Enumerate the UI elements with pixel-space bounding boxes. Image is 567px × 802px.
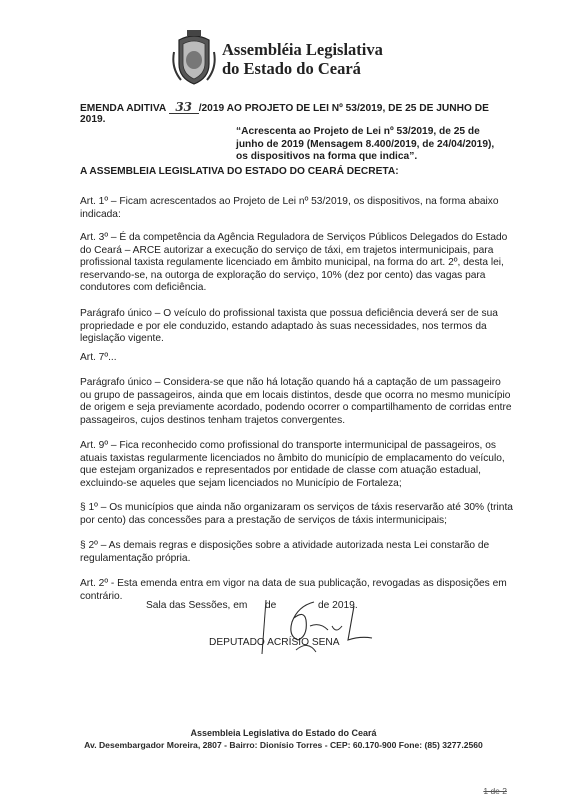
text-line: Art. 3º – É da competência da Agência Reguladora de Serviços Públicos Delegados do Estado [80,232,508,243]
text-line: que estejam organizados e representados por entidade de classe com atuação estadual, [80,465,481,477]
institution-name [222,40,383,78]
page-number: 1 de 2 [483,786,507,796]
article-9-paragraph-1 [80,502,513,527]
text-line: Art. 9º – Fica reconhecido como profissional do transporte intermunicipal de passageiros, os [80,440,496,451]
text-line: Art. 2º - Esta emenda entra em vigor na data de sua publicação, revogadas as disposições em [80,578,507,589]
text-line: regulamentação própria. [80,552,191,564]
signer-name: DEPUTADO ACRÍSIO SENA [209,637,340,648]
article-7-paragraph [80,377,512,427]
article-3-paragraph [80,308,498,346]
text-line: Art. 1º – Ficam acrescentados ao Projeto de Lei nº 53/2019, os dispositivos, na forma abaixo [80,196,499,207]
text-line: atuais taxistas regularmente licenciados no âmbito do município de emplacamento do veículo, [80,452,505,464]
text-line: legislação vigente. [80,333,164,345]
text-line: profissional taxista regulamente licenciado em âmbito municipal, na forma do art. 2º, desta lei, [80,257,504,269]
text-line: § 2º – As demais regras e disposições sobre a atividade autorizada nesta Lei constarão de [80,540,490,551]
title-year: 2019. [80,114,106,125]
text-line: Parágrafo único – Considera-se que não há lotação quando há a captação de um passageiro [80,377,501,388]
decree-heading: A ASSEMBLEIA LEGISLATIVA DO ESTADO DO CEARÁ DECRETA: [80,166,399,177]
coat-of-arms-icon [171,30,217,88]
article-3 [80,232,507,295]
date-year: de 2019. [318,600,358,611]
summary-line: junho de 2019 (Mensagem 8.400/2019, de 24/04/2019), [236,138,495,150]
text-line: contrário. [80,590,123,602]
article-1 [80,196,499,221]
text-line: indicada: [80,208,121,220]
summary-line: “Acrescenta ao Projeto de Lei nº 53/2019, de 25 de [236,126,480,137]
text-line: do Ceará – ARCE autorizar a execução do serviço de táxi, em trajetos intermunicipais, para [80,244,494,256]
summary [236,126,494,164]
title-suffix: /2019 AO PROJETO DE LEI Nº 53/2019, DE 25 DE JUNHO DE [198,103,489,114]
text-line: propriedade e por ele conduzido, estando adaptado às suas necessidades, nos termos da [80,320,487,332]
footer-institution: Assembleia Legislativa do Estado do Ceará [190,728,377,738]
text-line: ou grupo de passageiros, ainda que em locais distintos, desde que ocorra no mesmo município [80,389,511,401]
text-line: condutores com deficiência. [80,282,207,294]
text-line: reservando-se, na outorga de exploração do serviço, 10% (dez por cento) das vagas para [80,269,486,281]
article-7: Art. 7º... [80,352,117,363]
article-9-paragraph-2 [80,540,489,565]
summary-line: os dispositivos na forma que indica”. [236,151,418,163]
text-line: excluindo-se aqueles que sejam licenciados no Município de Fortaleza; [80,477,402,489]
text-line: de origem e seja previamente acordado, podendo ocorrer o compartilhamento de corridas entre [80,402,512,414]
date-de: de [265,600,277,611]
institution-line-2: do Estado do Ceará [222,59,361,78]
title-prefix: EMENDA ADITIVA [80,103,166,114]
institution-line-1: Assembléia Legislativa [222,40,383,59]
text-line: Parágrafo único – O veículo do profissional taxista que possua deficiência deverá ser de sua [80,308,498,319]
footer-address: Av. Desembargador Moreira, 2807 - Bairro: Dionísio Torres - CEP: 60.170-900 Fone: (85) 3277.2560 [84,740,483,750]
article-9 [80,440,505,490]
amendment-title [80,102,500,116]
handwritten-number: 33 [169,102,199,114]
session-place-date: Sala das Sessões, em [146,600,248,611]
text-line: por cento) das concessões para a prestação de serviços de táxis intermunicipais; [80,514,447,526]
text-line: passageiros, cujos destinos tenham trajetos convergentes. [80,414,346,426]
text-line: § 1º – Os municípios que ainda não organizaram os serviços de táxis reservarão até 30% (trinta [80,502,513,513]
